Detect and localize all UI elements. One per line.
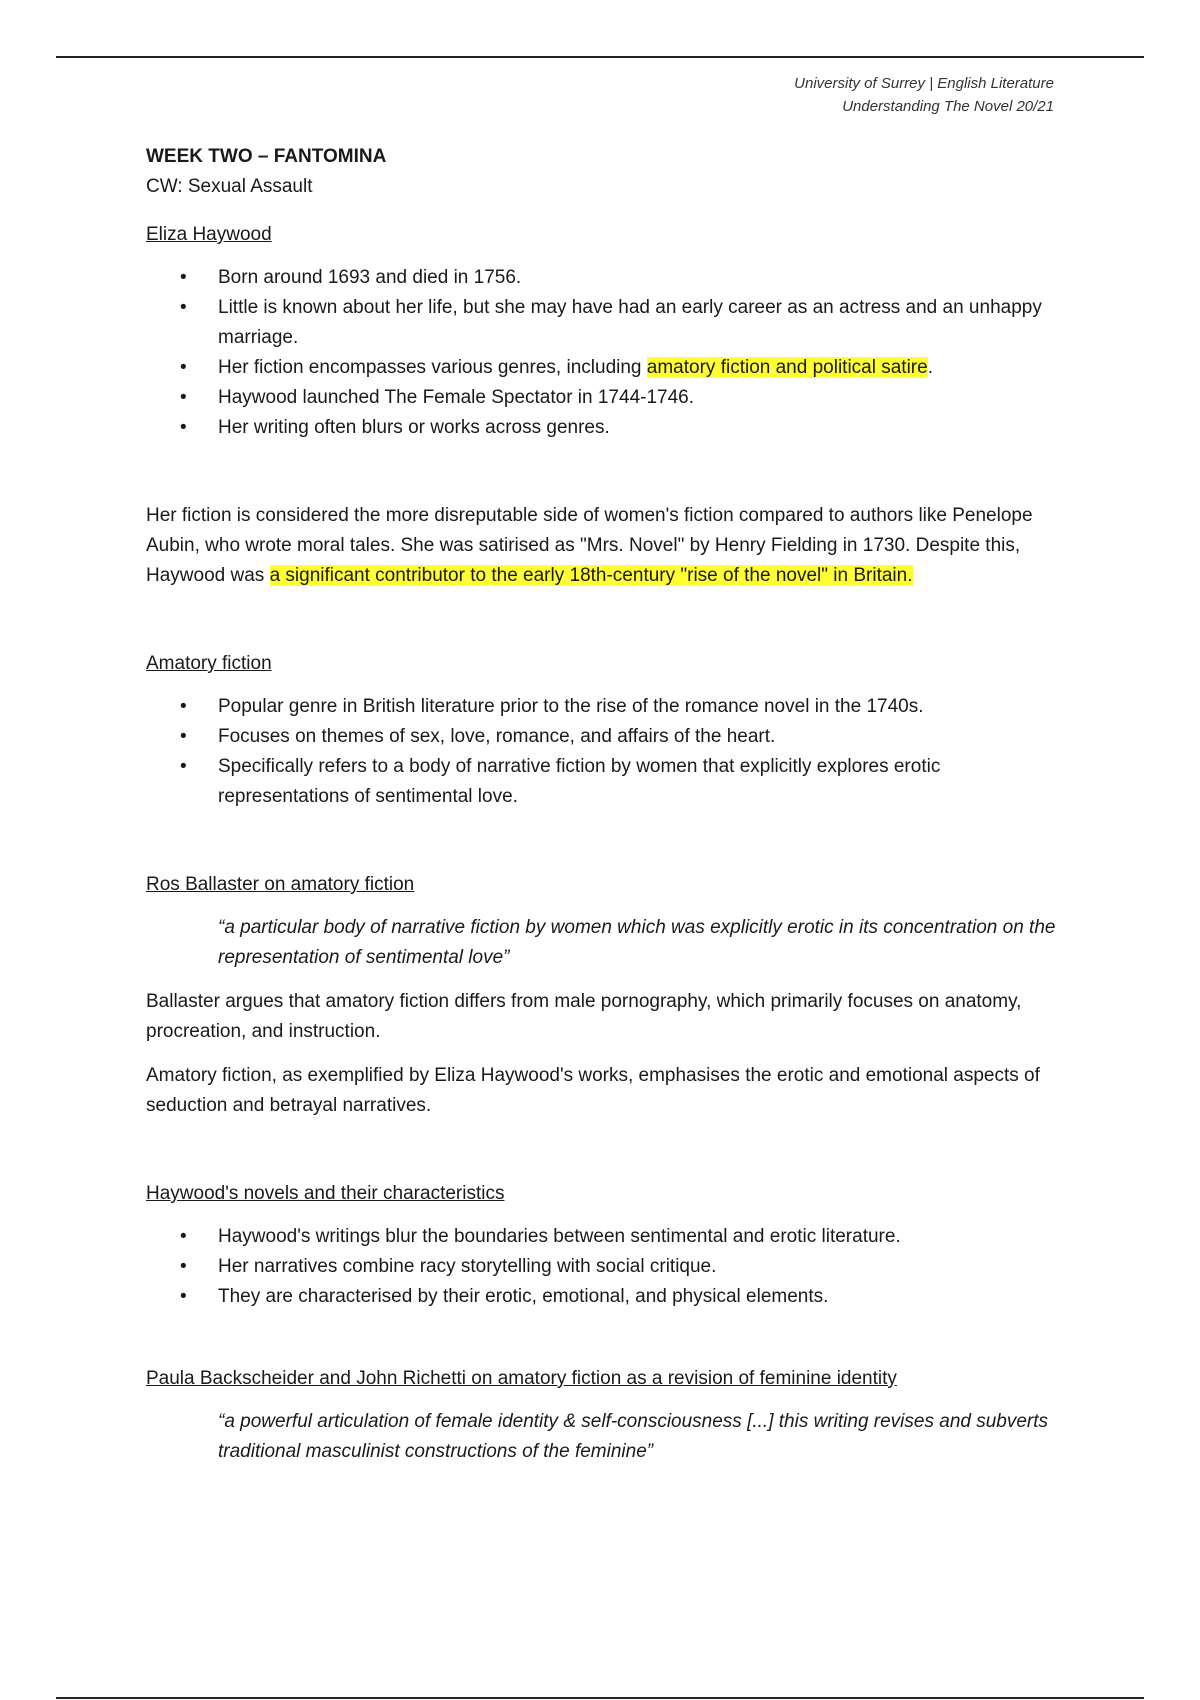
list-item: • Little is known about her life, but she may have had an early career as an actress and an unhappy marriage. xyxy=(146,293,1066,353)
list-item: • Popular genre in British literature prior to the rise of the romance novel in the 1740s. xyxy=(146,692,1066,722)
amatory-fiction-list xyxy=(146,692,1066,812)
header-module: Understanding The Novel 20/21 xyxy=(842,98,1054,115)
haywood-reputation-paragraph xyxy=(146,501,1066,591)
list-item-text: Her fiction encompasses various genres, including xyxy=(218,357,647,378)
ballaster-paragraph-1: Ballaster argues that amatory fiction differs from male pornography, which primarily focuses on anatomy, procreation, and instruction. xyxy=(146,991,1022,1042)
list-item: • Haywood launched The Female Spectator in 1744-1746. xyxy=(146,383,1066,413)
ballaster-quote: “a particular body of narrative fiction by women which was explicitly erotic in its concentration on the representation of sentimental love” xyxy=(218,917,1056,968)
list-item: • Born around 1693 and died in 1756. xyxy=(146,263,1066,293)
list-item: • Her narratives combine racy storytelling with social critique. xyxy=(146,1252,1066,1282)
content-warning: CW: Sexual Assault xyxy=(146,176,313,197)
page-header xyxy=(794,72,1054,118)
list-item xyxy=(146,353,1066,383)
top-rule xyxy=(56,56,1144,58)
backscheider-richetti-quote: “a powerful articulation of female identity & self-consciousness [...] this writing revises and subverts traditional masculinist constructions of the feminine” xyxy=(218,1411,1049,1462)
list-item: • Specifically refers to a body of narrative fiction by women that explicitly explores erotic representations of sentimental love. xyxy=(146,752,1066,812)
highlighted-text: amatory fiction and political satire xyxy=(646,357,928,378)
document-body xyxy=(146,142,1066,1467)
ballaster-paragraph-2: Amatory fiction, as exemplified by Eliza Haywood's works, emphasises the erotic and emotional aspects of seduction and betrayal narratives. xyxy=(146,1065,1040,1116)
section-heading-backscheider-richetti: Paula Backscheider and John Richetti on amatory fiction as a revision of feminine identity xyxy=(146,1368,897,1389)
list-item: • They are characterised by their erotic, emotional, and physical elements. xyxy=(146,1282,1066,1312)
paragraph-text: Her fiction is considered the more disreputable side of women's fiction compared to authors like Penelope Aubin, who wrote moral tales. She was satirised as "Mrs. Novel" by Henry Fielding in 1730. Despite this, Haywood was xyxy=(146,505,1033,586)
highlighted-text: a significant contributor to the early 18th-century "rise of the novel" in Britain. xyxy=(269,565,913,586)
section-heading-amatory-fiction: Amatory fiction xyxy=(146,653,272,674)
header-institution: University of Surrey | English Literature xyxy=(794,75,1054,92)
section-heading-eliza-haywood: Eliza Haywood xyxy=(146,224,272,245)
list-item: • Haywood's writings blur the boundaries between sentimental and erotic literature. xyxy=(146,1222,1066,1252)
list-item-text: . xyxy=(927,357,933,378)
haywood-novels-list xyxy=(146,1222,1066,1312)
eliza-haywood-list xyxy=(146,263,1066,443)
bottom-rule xyxy=(56,1697,1144,1699)
list-item: • Her writing often blurs or works across genres. xyxy=(146,413,1066,443)
section-heading-ballaster: Ros Ballaster on amatory fiction xyxy=(146,874,415,895)
section-heading-haywood-novels: Haywood's novels and their characteristics xyxy=(146,1183,505,1204)
list-item: • Focuses on themes of sex, love, romance, and affairs of the heart. xyxy=(146,722,1066,752)
page-title: WEEK TWO – FANTOMINA xyxy=(146,146,387,167)
